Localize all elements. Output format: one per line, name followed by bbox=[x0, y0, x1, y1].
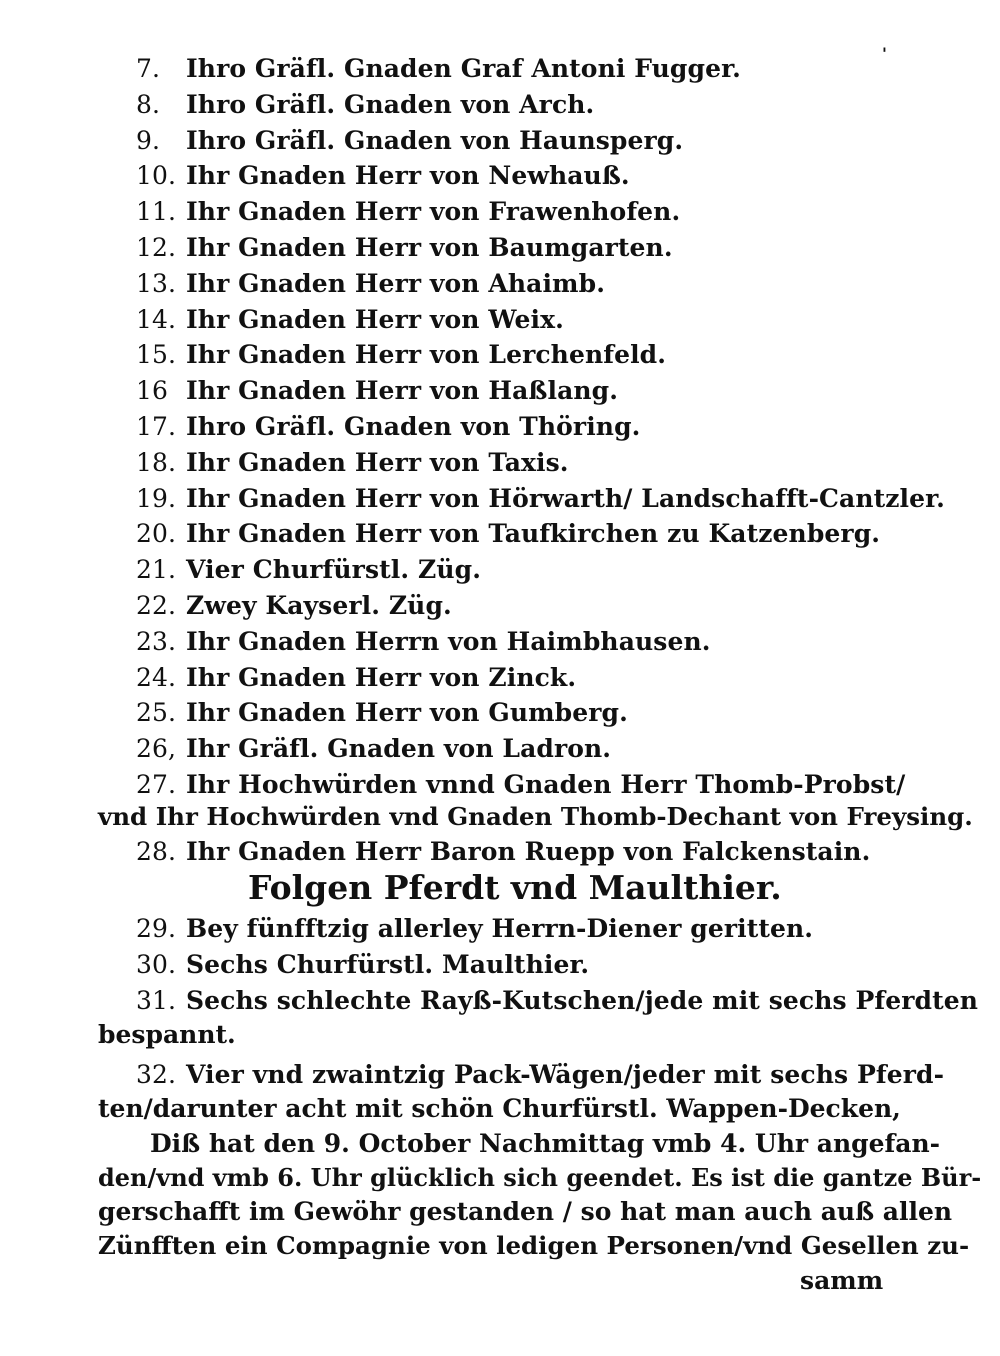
item-number: 17. bbox=[136, 412, 177, 441]
item-text: Ihr Gnaden Herr von Weix. bbox=[186, 305, 564, 334]
item-number: 16 bbox=[136, 376, 169, 405]
item-text: Ihr Gnaden Herr von Taxis. bbox=[186, 448, 569, 477]
item-number: 13. bbox=[136, 269, 177, 298]
item-number: 21. bbox=[136, 555, 177, 584]
list-item bbox=[136, 124, 683, 158]
list-item bbox=[136, 338, 666, 372]
item-number: 11. bbox=[136, 197, 177, 226]
list-item bbox=[136, 303, 564, 337]
paragraph-line: Zünfften ein Compagnie von ledigen Personen/vnd Gesellen zu- bbox=[98, 1231, 970, 1260]
item-text: Ihr Gnaden Herr von Taufkirchen zu Katzenberg. bbox=[186, 519, 881, 548]
list-item-28 bbox=[136, 835, 870, 869]
item-text: Ihro Gräfl. Gnaden von Haunsperg. bbox=[186, 126, 684, 155]
item-number: 9. bbox=[136, 126, 161, 155]
item-number: 30. bbox=[136, 950, 177, 979]
item-text: Zwey Kayserl. Züg. bbox=[186, 591, 452, 620]
paragraph-line: Diß hat den 9. October Nachmittag vmb 4. Uhr angefan- bbox=[150, 1129, 941, 1158]
list-item bbox=[136, 696, 628, 730]
item-text: Ihr Gnaden Herr von Hörwarth/ Landschafft-Cantzler. bbox=[186, 484, 945, 513]
item-number: 29. bbox=[136, 914, 177, 943]
item-text: Ihr Gnaden Herr von Ahaimb. bbox=[186, 269, 605, 298]
list-item bbox=[136, 661, 576, 695]
list-item bbox=[136, 446, 569, 480]
list-item-31 bbox=[136, 984, 978, 1018]
item-number: 12. bbox=[136, 233, 177, 262]
item-number: 18. bbox=[136, 448, 177, 477]
list-item bbox=[136, 374, 618, 408]
item-number: 26, bbox=[136, 734, 177, 763]
list-item bbox=[136, 267, 605, 301]
item-text: Ihr Gnaden Herrn von Haimbhausen. bbox=[186, 627, 711, 656]
item-text: Sechs Churfürstl. Maulthier. bbox=[186, 950, 590, 979]
section-heading: Folgen Pferdt vnd Maulthier. bbox=[248, 868, 782, 907]
item-number: 10. bbox=[136, 161, 177, 190]
list-item bbox=[136, 517, 880, 551]
item-text: Ihr Hochwürden vnnd Gnaden Herr Thomb-Probst/ bbox=[186, 770, 906, 799]
item-text: Ihr Gnaden Herr von Gumberg. bbox=[186, 698, 628, 727]
item-number: 22. bbox=[136, 591, 177, 620]
item-number: 23. bbox=[136, 627, 177, 656]
list-item bbox=[136, 589, 452, 623]
item-number: 31. bbox=[136, 986, 177, 1015]
paragraph-line: gerschafft im Gewöhr gestanden / so hat man auch auß allen bbox=[98, 1197, 953, 1226]
list-item-30 bbox=[136, 948, 589, 982]
list-item bbox=[136, 195, 680, 229]
item-text: Vier Churfürstl. Züg. bbox=[186, 555, 481, 584]
list-item bbox=[136, 732, 611, 766]
item-number: 24. bbox=[136, 663, 177, 692]
list-item-32 bbox=[136, 1058, 944, 1092]
item-number: 20. bbox=[136, 519, 177, 548]
list-item bbox=[136, 768, 905, 802]
item-text: Ihr Gnaden Herr von Zinck. bbox=[186, 663, 577, 692]
item-number: 14. bbox=[136, 305, 177, 334]
list-item bbox=[136, 231, 673, 265]
item-27-continuation: vnd Ihr Hochwürden vnd Gnaden Thomb-Dechant von Freysing. bbox=[98, 802, 973, 831]
paragraph-line: samm bbox=[800, 1266, 884, 1295]
item-number: 8. bbox=[136, 90, 161, 119]
item-text: Ihr Gnaden Herr von Haßlang. bbox=[186, 376, 619, 405]
item-number: 25. bbox=[136, 698, 177, 727]
list-item bbox=[136, 625, 711, 659]
margin-mark: ' bbox=[882, 44, 887, 63]
list-item bbox=[136, 52, 741, 86]
list-item bbox=[136, 410, 640, 444]
item-number: 32. bbox=[136, 1060, 177, 1089]
item-31-continuation: bespannt. bbox=[98, 1020, 236, 1049]
item-number: 28. bbox=[136, 837, 177, 866]
item-text: Ihr Gnaden Herr Baron Ruepp von Falckenstain. bbox=[186, 837, 871, 866]
item-text: Ihro Gräfl. Gnaden von Thöring. bbox=[186, 412, 641, 441]
item-number: 27. bbox=[136, 770, 177, 799]
item-text: Bey fünfftzig allerley Herrn-Diener geritten. bbox=[186, 914, 814, 943]
item-text: Ihr Gnaden Herr von Baumgarten. bbox=[186, 233, 673, 262]
paragraph-line: den/vnd vmb 6. Uhr glücklich sich geendet. Es ist die gantze Bür- bbox=[98, 1163, 982, 1192]
item-text: Ihr Gnaden Herr von Lerchenfeld. bbox=[186, 340, 667, 369]
item-number: 19. bbox=[136, 484, 177, 513]
item-text: Ihr Gnaden Herr von Newhauß. bbox=[186, 161, 630, 190]
item-number: 15. bbox=[136, 340, 177, 369]
item-32-continuation: ten/darunter acht mit schön Churfürstl. Wappen-Decken, bbox=[98, 1094, 901, 1123]
list-item bbox=[136, 159, 630, 193]
list-item bbox=[136, 482, 945, 516]
item-text: Vier vnd zwaintzig Pack-Wägen/jeder mit sechs Pferd- bbox=[186, 1060, 945, 1089]
item-text: Ihro Gräfl. Gnaden Graf Antoni Fugger. bbox=[186, 54, 741, 83]
item-text: Ihr Gräfl. Gnaden von Ladron. bbox=[186, 734, 612, 763]
item-text: Sechs schlechte Rayß-Kutschen/jede mit sechs Pferdten bbox=[186, 986, 979, 1015]
list-item bbox=[136, 553, 481, 587]
item-text: Ihr Gnaden Herr von Frawenhofen. bbox=[186, 197, 681, 226]
item-number: 7. bbox=[136, 54, 161, 83]
list-item bbox=[136, 88, 594, 122]
item-text: Ihro Gräfl. Gnaden von Arch. bbox=[186, 90, 595, 119]
list-item-29 bbox=[136, 912, 813, 946]
